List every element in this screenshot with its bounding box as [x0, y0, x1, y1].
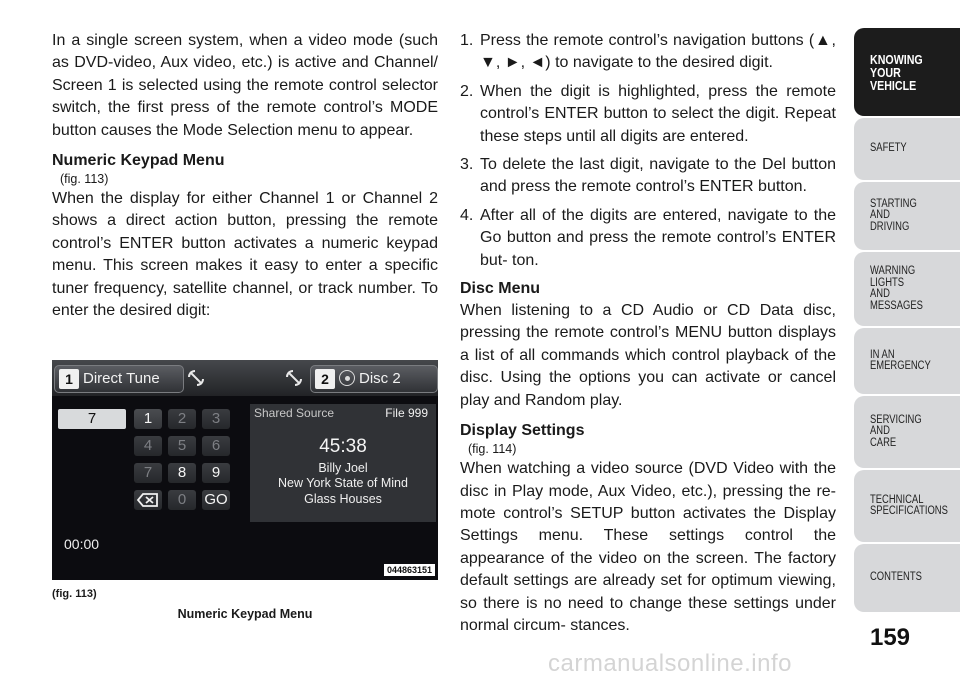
- digit-entry-field: 7: [58, 409, 126, 429]
- backspace-icon: [136, 492, 160, 508]
- steps-list: [460, 30, 836, 272]
- step-item: 1. Press the remote control’s navigation buttons (▲, ▼, ►, ◄) to navigate to the desired digit.: [460, 32, 836, 72]
- step-item: 3. To delete the last digit, navigate to the Del button and press the remote control’s ENTER button.: [460, 156, 836, 196]
- tab-warning-lights[interactable]: WARNING LIGHTS AND MESSAGES: [854, 252, 960, 326]
- artist-name: Billy Joel: [318, 461, 368, 475]
- section-tabs-sidebar: [854, 28, 960, 626]
- disc-2-tab: [310, 365, 438, 393]
- disc-icon: [339, 370, 355, 386]
- key-1: 1: [134, 409, 162, 429]
- screen-topbar: [52, 360, 438, 396]
- key-9: 9: [202, 463, 230, 483]
- now-playing-panel: [250, 404, 436, 522]
- watermark-text: carmanualsonline.info: [548, 650, 792, 677]
- tab-technical-specifications[interactable]: TECHNICAL SPECIFICATIONS: [854, 470, 960, 542]
- page-number: 159: [869, 624, 911, 651]
- channel-2-badge: 2: [315, 369, 335, 389]
- numeric-keypad-heading: Numeric Keypad Menu: [52, 152, 225, 170]
- go-key: GO: [202, 490, 230, 510]
- direct-tune-tab: [54, 365, 184, 393]
- key-3: 3: [202, 409, 230, 429]
- figure-label: (fig. 113): [52, 588, 97, 600]
- album-name: New York State of Mind: [278, 476, 408, 490]
- step-item: 4. After all of the digits are entered, navigate to the Go button and press the remote control’s ENTER but- ton.: [460, 206, 836, 269]
- fig-114-reference: (fig. 114): [468, 442, 517, 457]
- shared-source-arrow-icon-right: [284, 368, 304, 388]
- step-item: 2. When the digit is highlighted, press the remote control’s ENTER button to select the digit. Repeat these steps until all digits are entered.: [460, 82, 836, 145]
- shared-source-arrow-icon: [186, 368, 206, 388]
- left-column: [52, 30, 438, 322]
- shared-source-label: Shared Source: [254, 406, 335, 420]
- numeric-keypad: [52, 404, 242, 524]
- intro-paragraph: In a single screen system, when a video mode (such as DVD-video, Aux video, etc.) is active and Channel/ Screen 1 is selected using the remote control selector switch, the first press of the remote control’s MODE button causes the Mode Selection menu to appear.: [52, 32, 438, 139]
- display-settings-heading: Display Settings: [460, 422, 585, 440]
- right-column: [460, 30, 836, 637]
- tab-safety[interactable]: SAFETY: [854, 118, 960, 180]
- direct-tune-label: Direct Tune: [83, 370, 160, 387]
- disc-menu-heading: Disc Menu: [460, 280, 541, 298]
- key-8: 8: [168, 463, 196, 483]
- elapsed-time: 00:00: [64, 536, 100, 552]
- key-7: 7: [134, 463, 162, 483]
- delete-key: [134, 490, 162, 510]
- fig-113-reference: (fig. 113): [60, 172, 109, 187]
- tab-knowing-your-vehicle[interactable]: KNOWING YOUR VEHICLE: [854, 28, 960, 116]
- disc-2-label: Disc 2: [359, 370, 401, 387]
- key-0: 0: [168, 490, 196, 510]
- tab-contents[interactable]: CONTENTS: [854, 544, 960, 612]
- disc-menu-paragraph: When listening to a CD Audio or CD Data disc, pressing the remote control’s MENU button displays a list of all commands which control playback of the disc. Using the options you can activate or cancel play and Random play.: [460, 302, 836, 409]
- keypad-paragraph: When the display for either Channel 1 or Channel 2 shows a direct action button, pressing the remote control’s ENTER button activates a numeric keypad menu. This screen makes it easy to enter a specific tuner frequency, satellite channel, or track number. To enter the desired digit:: [52, 190, 438, 320]
- tab-servicing-and-care[interactable]: SERVICING AND CARE: [854, 396, 960, 468]
- key-6: 6: [202, 436, 230, 456]
- display-settings-paragraph: When watching a video source (DVD Video with the disc in Play mode, Aux Video, etc.), pressing the re- mote control’s SETUP button activates the Display Settings menu. These settings control the appearance of the video on the screen. The factory default settings are already set for optimum viewing, so there is no need to change these settings under normal circum- stances.: [460, 460, 836, 634]
- tab-in-an-emergency[interactable]: IN AN EMERGENCY: [854, 328, 960, 394]
- track-name: Glass Houses: [304, 492, 382, 506]
- image-code: 044863151: [384, 564, 435, 576]
- file-label: File 999: [385, 406, 428, 420]
- figure-caption: Numeric Keypad Menu: [177, 607, 313, 621]
- key-4: 4: [134, 436, 162, 456]
- key-2: 2: [168, 409, 196, 429]
- track-time: 45:38: [319, 436, 367, 457]
- keypad-screen-figure: [52, 360, 438, 580]
- tab-starting-and-driving[interactable]: STARTING AND DRIVING: [854, 182, 960, 250]
- channel-1-badge: 1: [59, 369, 79, 389]
- key-5: 5: [168, 436, 196, 456]
